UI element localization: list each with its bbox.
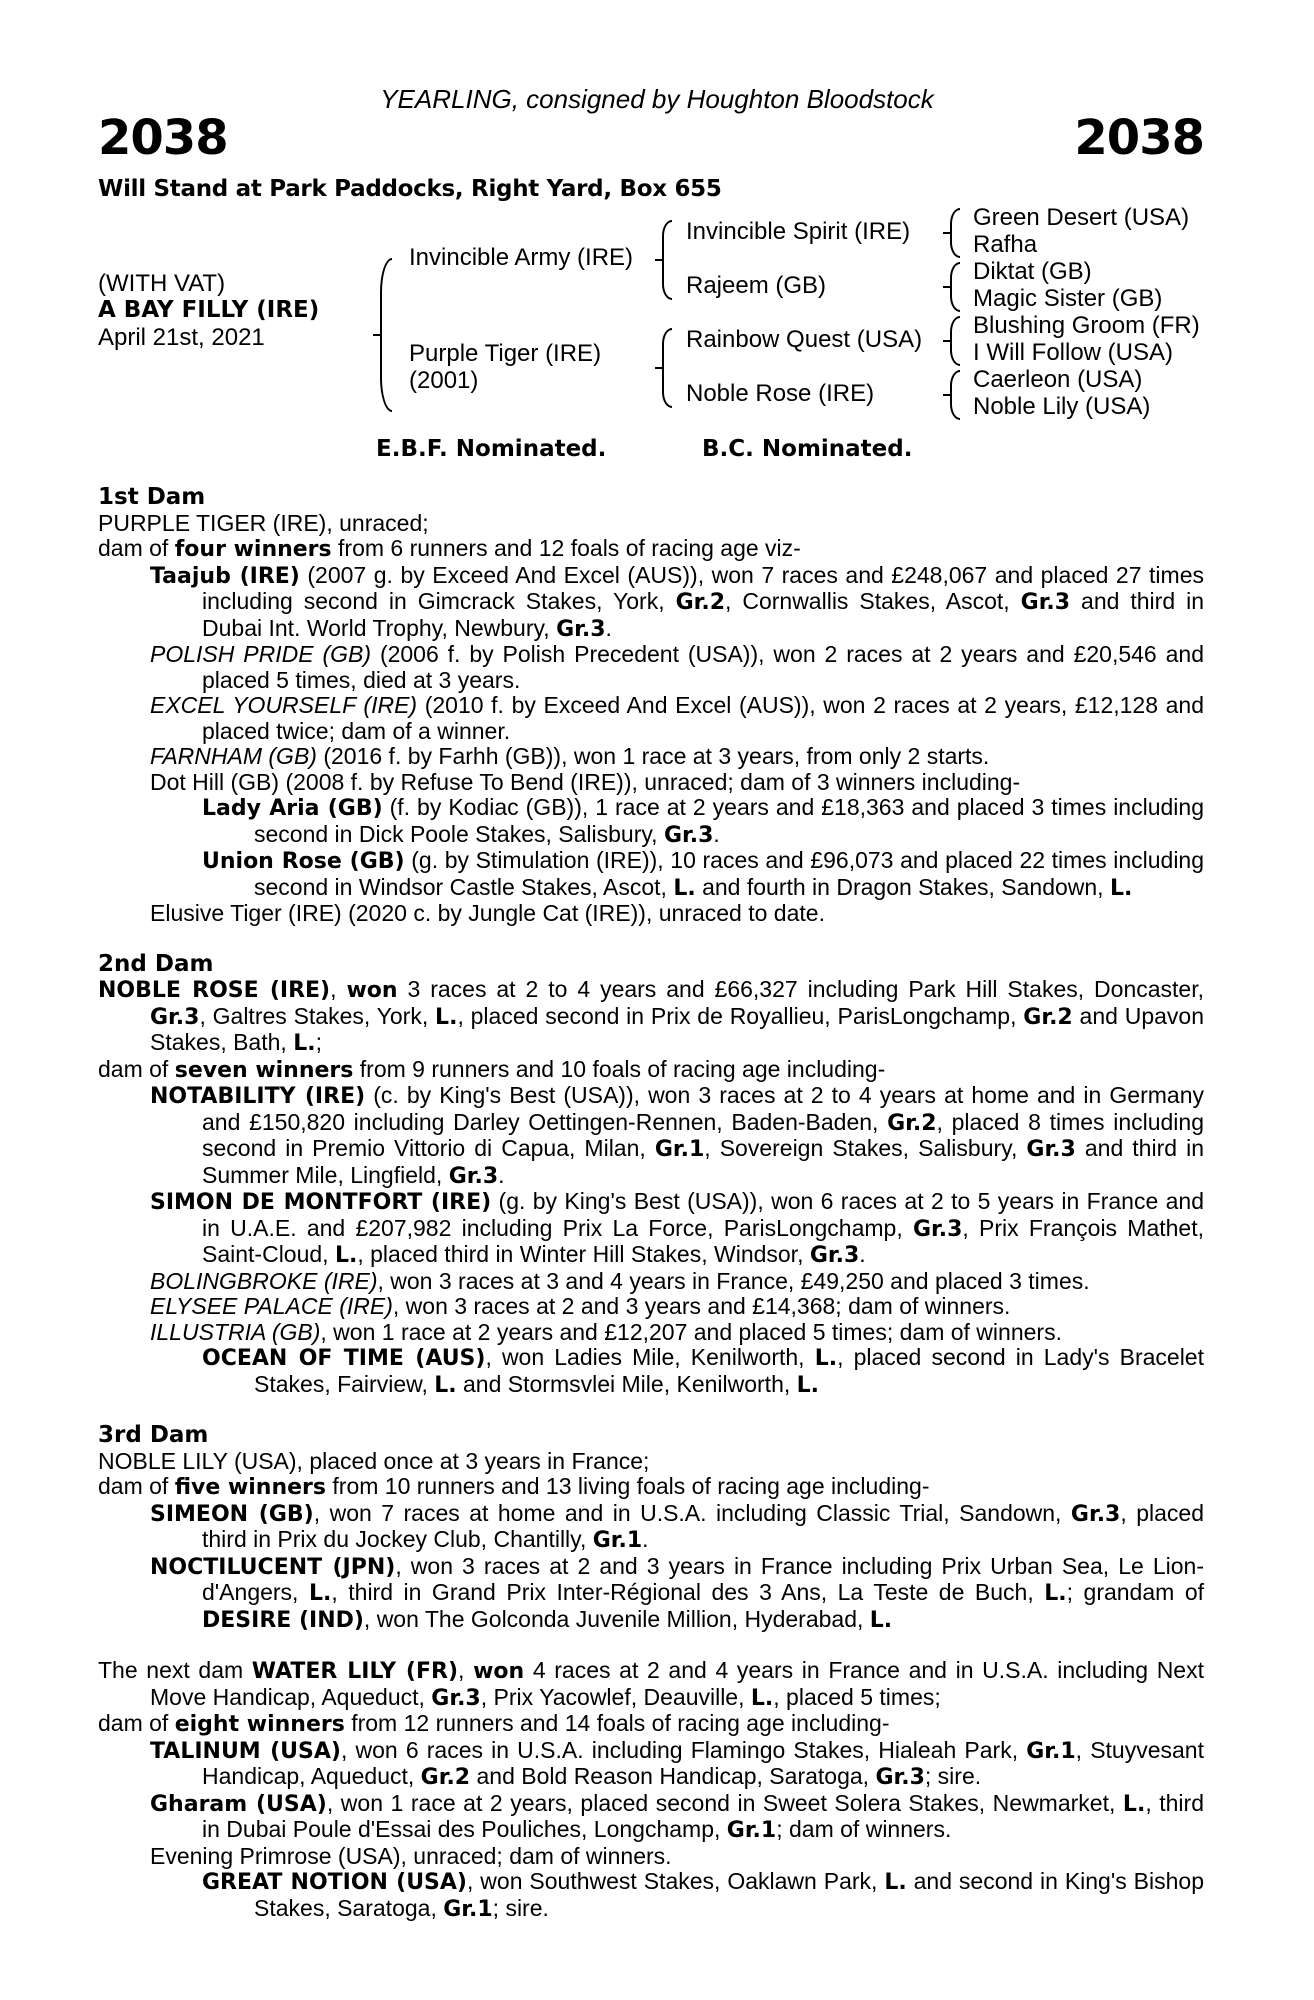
consignment-line: YEARLING, consigned by Houghton Bloodstock bbox=[380, 84, 934, 114]
grand-progeny-entry: OCEAN OF TIME (AUS), won Ladies Mile, Kenilworth, L., placed second in Lady's Bracelet Stakes, Fairview, L. and Stormsvlei Mile, Kenilworth, L. bbox=[202, 1344, 1204, 1398]
brace-gen2-bottom bbox=[662, 328, 672, 408]
vat-note: (WITH VAT) bbox=[98, 270, 226, 297]
progeny-entry: EXCEL YOURSELF (IRE) (2010 f. by Exceed And Excel (AUS)), won 2 races at 2 years, £12,128 and placed twice; dam of a winner. bbox=[150, 692, 1205, 744]
first-dam-heading: 1st Dam bbox=[98, 484, 206, 510]
grand-progeny-entry: GREAT NOTION (USA), won Southwest Stakes, Oaklawn Park, L. and second in King's Bishop Stakes, Saratoga, Gr.1; sire. bbox=[202, 1868, 1204, 1922]
sire-dam-sire: Diktat (GB) bbox=[973, 258, 1092, 285]
brace-gen3-1 bbox=[950, 208, 960, 258]
foaling-date: April 21st, 2021 bbox=[98, 324, 265, 351]
lot-number-left: 2038 bbox=[98, 110, 228, 166]
progeny-entry: SIMON DE MONTFORT (IRE) (g. by King's Best (USA)), won 6 races at 2 to 5 years in France and in U.A.E. and £207,982 including Prix La Force, ParisLongchamp, Gr.3, Prix François Mathet, Saint-Cloud, L., placed third in Winter Hill Stakes, Windsor, Gr.3. bbox=[150, 1188, 1204, 1268]
dam-year: (2001) bbox=[409, 367, 479, 394]
progeny-entry: ELYSEE PALACE (IRE), won 3 races at 2 and 3 years and £14,368; dam of winners. bbox=[150, 1293, 1011, 1319]
progeny-entry: Evening Primrose (USA), unraced; dam of winners. bbox=[150, 1842, 672, 1869]
dam-sire-sire: Blushing Groom (FR) bbox=[973, 312, 1200, 339]
fourth-dam-intro: The next dam WATER LILY (FR), won 4 races at 2 and 4 years in France and in U.S.A. including Next Move Handicap, Aqueduct, Gr.3, Prix Yacowlef, Deauville, L., placed 5 times; bbox=[98, 1657, 1204, 1711]
progeny-entry: Gharam (USA), won 1 race at 2 years, placed second in Sweet Solera Stakes, Newmarket, L., third in Dubai Poule d'Essai des Pouliches, Longchamp, Gr.1; dam of winners. bbox=[150, 1789, 1204, 1843]
sire-dam-dam: Magic Sister (GB) bbox=[973, 285, 1163, 312]
dam-sire-dam: I Will Follow (USA) bbox=[973, 339, 1174, 366]
second-dam-intro: NOBLE ROSE (IRE), won 3 races at 2 to 4 years and £66,327 including Park Hill Stakes, Doncaster, Gr.3, Galtres Stakes, York, L., placed second in Prix de Royallieu, ParisLongchamp, Gr.2 and Upavon Stakes, Bath, L.; bbox=[98, 976, 1205, 1056]
second-dam-heading: 2nd Dam bbox=[98, 950, 214, 977]
third-dam-summary: dam of five winners from 10 runners and 13 living foals of racing age including- bbox=[98, 1473, 930, 1500]
progeny-entry: BOLINGBROKE (IRE), won 3 races at 3 and 4 years in France, £49,250 and placed 3 times. bbox=[150, 1267, 1090, 1294]
progeny-entry: NOTABILITY (IRE) (c. by King's Best (USA)), won 3 races at 2 to 4 years at home and in Germany and £150,820 including Darley Oettingen-Rennen, Baden-Baden, Gr.2, placed 8 times including second in Premio Vittorio di Capua, Milan, Gr.1, Sovereign Stakes, Salisbury, Gr.3 and third in Summer Mile, Lingfield, Gr.3. bbox=[150, 1082, 1204, 1189]
progeny-entry: NOCTILUCENT (JPN), won 3 races at 2 and 3 years in France including Prix Urban Sea, Le Lion-d'Angers, L., third in Grand Prix Inter-Régional des 3 Ans, La Teste de Buch, L.; grandam of DESIRE (IND), won The Golconda Juvenile Million, Hyderabad, L. bbox=[150, 1552, 1205, 1633]
brace-gen2-top bbox=[662, 220, 672, 300]
third-dam-intro: NOBLE LILY (USA), placed once at 3 years in France; bbox=[98, 1447, 650, 1474]
sire-dam: Rajeem (GB) bbox=[686, 272, 827, 299]
progeny-entry: Taajub (IRE) (2007 g. by Exceed And Excel (AUS)), won 7 races and £248,067 and placed 27 times including second in Gimcrack Stakes, York, Gr.2, Cornwallis Stakes, Ascot, Gr.3 and third in Dubai Int. World Trophy, Newbury, Gr.3. bbox=[150, 561, 1204, 642]
first-dam-intro: PURPLE TIGER (IRE), unraced; bbox=[98, 509, 429, 536]
brace-gen3-3 bbox=[950, 316, 960, 366]
second-dam-summary: dam of seven winners from 9 runners and 10 foals of racing age including- bbox=[98, 1055, 886, 1083]
progeny-entry: FARNHAM (GB) (2016 f. by Farhh (GB)), won 1 race at 3 years, from only 2 starts. bbox=[150, 743, 990, 769]
sire: Invincible Army (IRE) bbox=[409, 244, 634, 271]
catalogue-body bbox=[98, 485, 1204, 1922]
ebf-nomination: E.B.F. Nominated. bbox=[376, 436, 607, 462]
brace-gen3-2 bbox=[950, 262, 960, 312]
dam-dam-sire: Caerleon (USA) bbox=[973, 366, 1143, 393]
sire-sire: Invincible Spirit (IRE) bbox=[686, 218, 911, 245]
bc-nomination: B.C. Nominated. bbox=[702, 436, 913, 462]
progeny-entry: ILLUSTRIA (GB), won 1 race at 2 years and £12,207 and placed 5 times; dam of winners. bbox=[150, 1318, 1062, 1345]
lot-number-right: 2038 bbox=[1074, 110, 1204, 166]
brace-gen1 bbox=[380, 258, 392, 412]
progeny-entry: Elusive Tiger (IRE) (2020 c. by Jungle Cat (IRE)), unraced to date. bbox=[150, 900, 825, 926]
sire-sire-dam: Rafha bbox=[973, 231, 1038, 258]
brace-gen3-4 bbox=[950, 370, 960, 420]
progeny-entry: SIMEON (GB), won 7 races at home and in U.S.A. including Classic Trial, Sandown, Gr.3, placed third in Prix du Jockey Club, Chantilly, Gr.1. bbox=[150, 1499, 1204, 1553]
progeny-entry: Dot Hill (GB) (2008 f. by Refuse To Bend (IRE)), unraced; dam of 3 winners including- bbox=[150, 768, 1021, 795]
progeny-entry: POLISH PRIDE (GB) (2006 f. by Polish Precedent (USA)), won 2 races at 2 years and £20,546 and placed 5 times, died at 3 years. bbox=[150, 641, 1205, 693]
first-dam-summary: dam of four winners from 6 runners and 12 foals of racing age viz- bbox=[98, 535, 801, 562]
progeny-entry: TALINUM (USA), won 6 races in U.S.A. including Flamingo Stakes, Hialeah Park, Gr.1, Stuyvesant Handicap, Aqueduct, Gr.2 and Bold Reason Handicap, Saratoga, Gr.3; sire. bbox=[150, 1736, 1204, 1790]
grand-progeny-entry: Union Rose (GB) (g. by Stimulation (IRE)), 10 races and £96,073 and placed 22 times including second in Windsor Castle Stakes, Ascot, L. and fourth in Dragon Stakes, Sandown, L. bbox=[202, 847, 1205, 901]
grand-progeny-entry: Lady Aria (GB) (f. by Kodiac (GB)), 1 race at 2 years and £18,363 and placed 3 times including second in Dick Poole Stakes, Salisbury, Gr.3. bbox=[202, 794, 1204, 848]
dam: Purple Tiger (IRE) bbox=[409, 340, 602, 367]
dam-dam: Noble Rose (IRE) bbox=[686, 380, 875, 407]
third-dam-heading: 3rd Dam bbox=[98, 1422, 209, 1448]
dam-sire: Rainbow Quest (USA) bbox=[686, 326, 923, 353]
stand-location: Will Stand at Park Paddocks, Right Yard, Box 655 bbox=[98, 176, 722, 202]
sire-sire-sire: Green Desert (USA) bbox=[973, 204, 1190, 231]
dam-dam-dam: Noble Lily (USA) bbox=[973, 393, 1151, 420]
fourth-dam-summary: dam of eight winners from 12 runners and 14 foals of racing age including- bbox=[98, 1710, 890, 1737]
lot-title: A BAY FILLY (IRE) bbox=[98, 297, 320, 323]
